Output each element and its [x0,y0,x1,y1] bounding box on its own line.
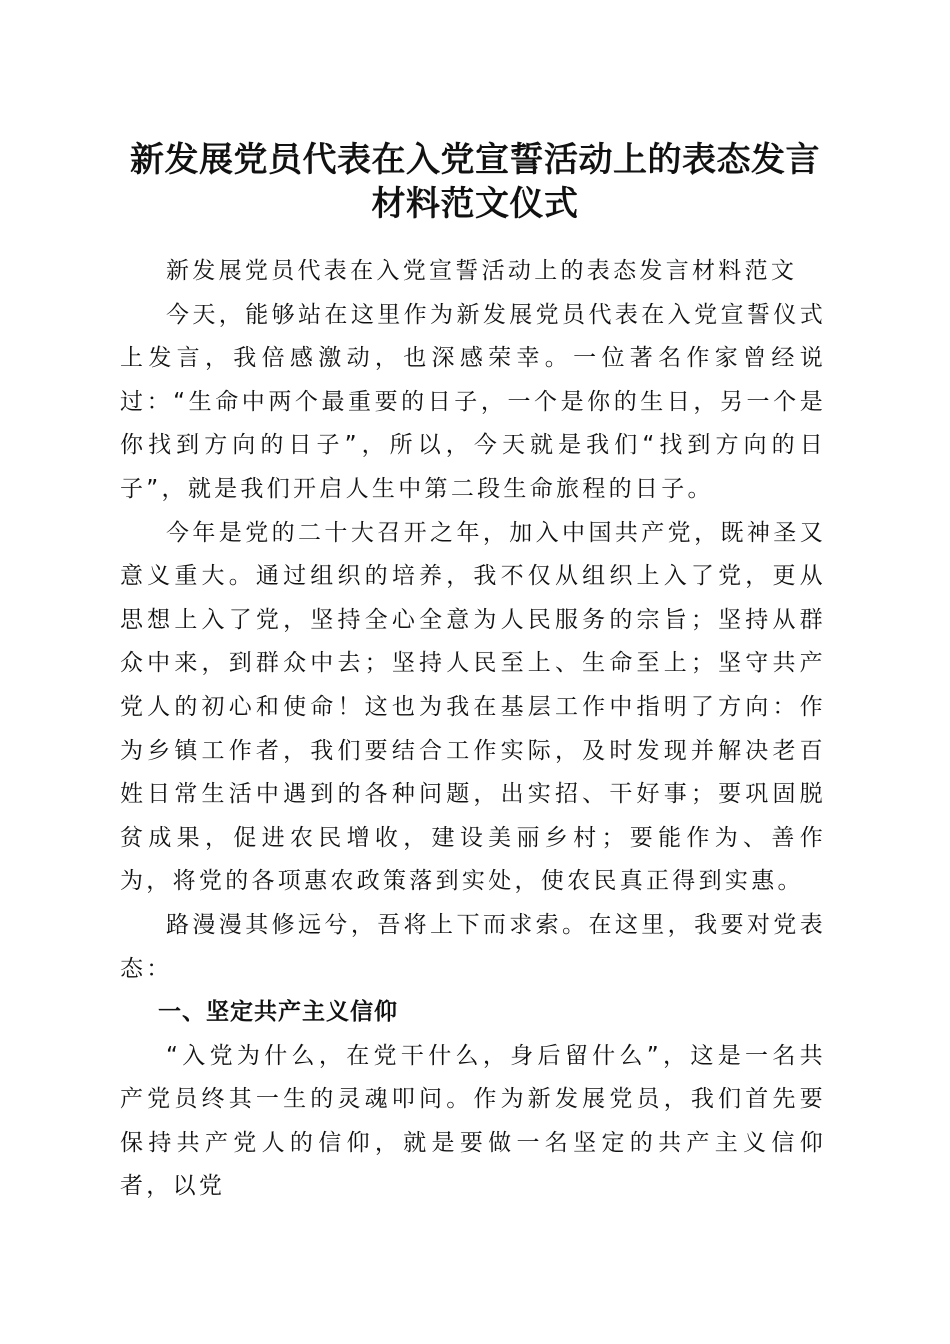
document-title-line-1: 新发展党员代表在入党宣誓活动上的表态发言 [130,140,820,180]
paragraph-opening: 今天，能够站在这里作为新发展党员代表在入党宣誓仪式上发言，我倍感激动，也深感荣幸。一位著名作家曾经说过：“生命中两个最重要的日子，一个是你的生日，另一个是你找到方向的日子”，所以，今天就是我们“找到方向的日子”，就是我们开启人生中第二段生命旅程的日子。 [120,301,826,502]
paragraph-section-1: “入党为什么，在党干什么，身后留什么”，这是一名共产党员终其一生的灵魂叩问。作为新发展党员，我们首先要保持共产党人的信仰，就是要做一名坚定的共产主义信仰者，以党 [120,1042,826,1200]
paragraph-pledge-intro: 路漫漫其修远兮，吾将上下而求索。在这里，我要对党表态： [120,911,826,982]
document-body [120,250,826,1209]
paragraph-party-congress: 今年是党的二十大召开之年，加入中国共产党，既神圣又意义重大。通过组织的培养，我不仅从组织上入了党，更从思想上入了党，坚持全心全意为人民服务的宗旨；坚持从群众中来，到群众中去；坚持人民至上、生命至上；坚守共产党人的初心和使命！这也为我在基层工作中指明了方向：作为乡镇工作者，我们要结合工作实际，及时发现并解决老百姓日常生活中遇到的各种问题，出实招、干好事；要巩固脱贫成果，促进农民增收，建设美丽乡村；要能作为、善作为，将党的各项惠农政策落到实处，使农民真正得到实惠。 [120,519,826,895]
paragraph-subtitle: 新发展党员代表在入党宣誓活动上的表态发言材料范文 [166,258,798,284]
document-title-line-2: 材料范文仪式 [371,184,579,224]
section-heading-1: 一、坚定共产主义信仰 [158,999,398,1026]
